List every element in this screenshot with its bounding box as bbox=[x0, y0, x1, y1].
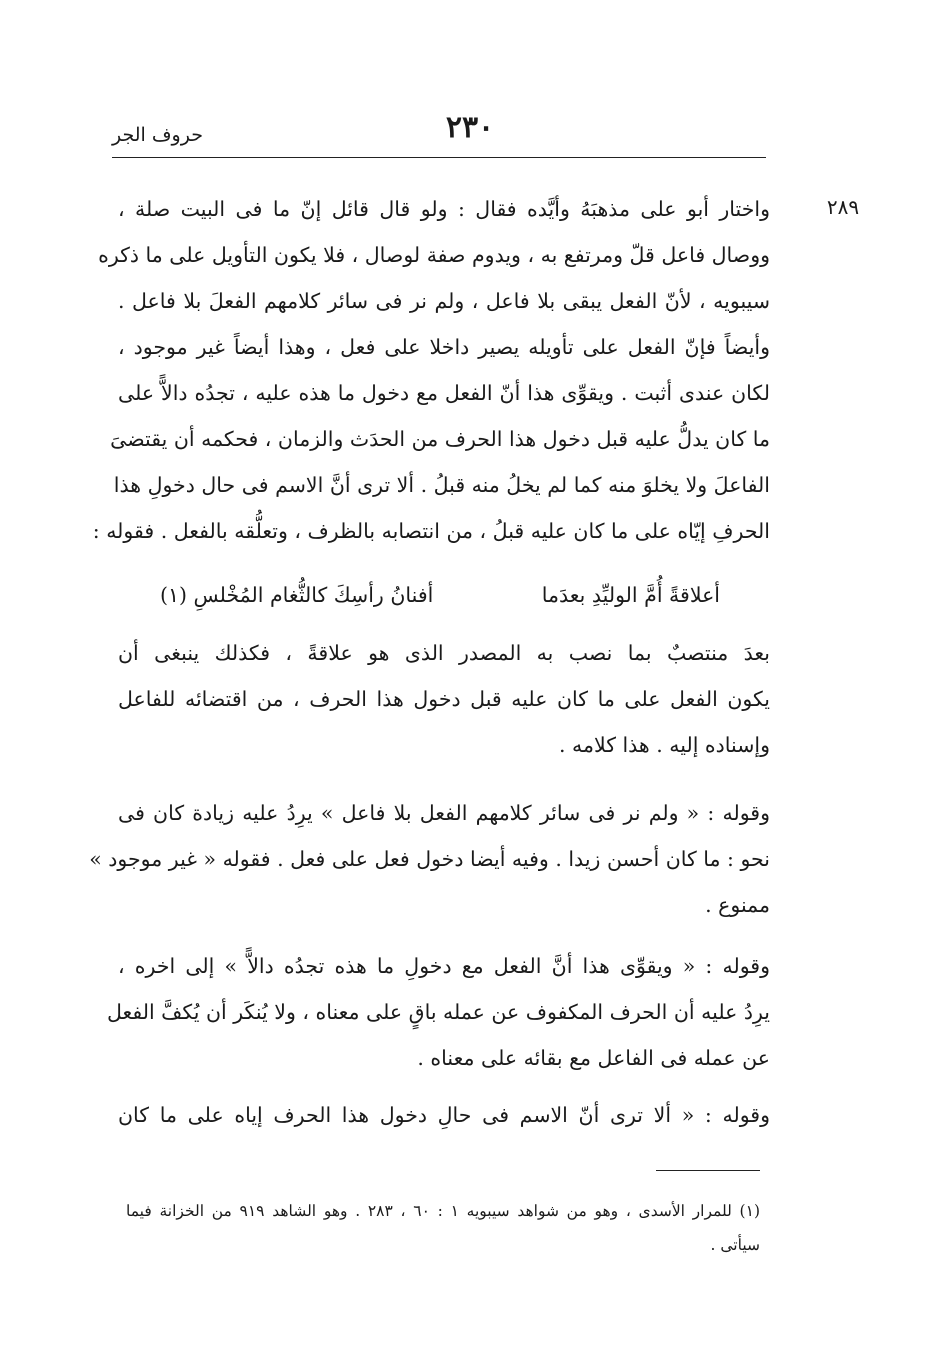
footnote-line: سيأتى . bbox=[710, 1236, 760, 1254]
text-line: واختار أبو على مذهبَهُ وأيَّده فقال : ولو قال قائل إنّ ما فى البيت صلة ، bbox=[118, 197, 770, 221]
text-line: يرِدُ عليه أن الحرف المكفوف عن عمله باقٍ على معناه ، ولا يُنكَر أن يُكفَّ الفعل bbox=[106, 1000, 770, 1024]
text-line: لكان عندى أثبت . ويقوِّى هذا أنّ الفعل مع دخول ما هذه عليه ، تجدُه دالاًّ على bbox=[118, 381, 770, 405]
text-line: بعدَ منتصبٌ بما نصب به المصدر الذى هو علاقةً ، فكذلك ينبغى أن bbox=[118, 641, 770, 665]
text-line: ممنوع . bbox=[705, 893, 770, 917]
footnote-line: (١) للمرار الأسدى ، وهو من شواهد سيبويه ١ : ٦٠ ، ٢٨٣ . وهو الشاهد ٩١٩ من الخزانة فيما bbox=[126, 1202, 760, 1220]
page-number: ٢٣٠ bbox=[445, 110, 495, 145]
footnote bbox=[126, 1194, 760, 1262]
poem-verse bbox=[160, 572, 720, 618]
text-line: وقوله : « ولم نر فى سائر كلامهم الفعل بلا فاعل » يرِدُ عليه زيادة كان فى bbox=[118, 801, 770, 825]
text-line: وقوله : « ويقوِّى هذا أنَّ الفعل مع دخولِ ما هذه تجدُه دالاًّ » إلى اخره ، bbox=[118, 954, 770, 978]
paragraph-2 bbox=[118, 630, 770, 768]
poem-first-hemistich: أعلاقةً أُمَّ الوليِّدِ بعدَما bbox=[541, 583, 720, 607]
paragraph-3 bbox=[89, 790, 770, 928]
text-line: نحو : ما كان أحسن زيدا . وفيه أيضا دخول فعل على فعل . فقوله « غير موجود » bbox=[89, 847, 770, 871]
paragraph-1 bbox=[92, 186, 770, 554]
text-line: ووصال فاعل قلّ ومرتفع به ، ويدوم صفة لوصال ، فلا يكون التأويل على ما ذكره bbox=[98, 243, 770, 267]
text-line: وأيضاً فإنّ الفعل على تأويله يصير داخلا على فعل ، وهذا أيضاً غير موجود ، bbox=[118, 335, 770, 359]
header-divider bbox=[112, 157, 766, 158]
text-line: سيبويه ، لأنّ الفعل يبقى بلا فاعل ، ولم نر فى سائر كلامهم الفعلَ بلا فاعل . bbox=[118, 289, 770, 313]
text-line: الفاعلَ ولا يخلوَ منه كما لم يخلُ منه قبلُ . ألا ترى أنَّ الاسم فى حال دخولِ هذا bbox=[113, 473, 770, 497]
margin-reference-number: ٢٨٩ bbox=[826, 195, 860, 219]
text-line: الحرفِ إيّاه على ما كان عليه قبلُ ، من انتصابه بالظرف ، وتعلُّقه بالفعل . فقوله : bbox=[92, 519, 770, 543]
chapter-title: حروف الجر bbox=[112, 124, 203, 146]
text-line: وإسناده إليه . هذا كلامه . bbox=[558, 733, 770, 757]
footnote-divider bbox=[656, 1170, 760, 1171]
paragraph-5 bbox=[118, 1092, 770, 1138]
text-line: وقوله : « ألا ترى أنّ الاسم فى حالِ دخول هذا الحرف إياه على ما كان bbox=[118, 1103, 770, 1127]
text-line: عن عمله فى الفاعل مع بقائه على معناه . bbox=[417, 1046, 770, 1070]
text-line: ما كان يدلُّ عليه قبل دخول هذا الحرف من الحدَث والزمان ، فحكمه أن يقتضىَ bbox=[110, 427, 770, 451]
text-line: يكون الفعل على ما كان عليه قبل دخول هذا الحرف ، من اقتضائه للفاعل bbox=[118, 687, 770, 711]
paragraph-4 bbox=[106, 943, 770, 1081]
poem-second-hemistich: أفنانُ رأسِكَ كالثُّغام المُخْلسِ (١) bbox=[160, 583, 434, 607]
